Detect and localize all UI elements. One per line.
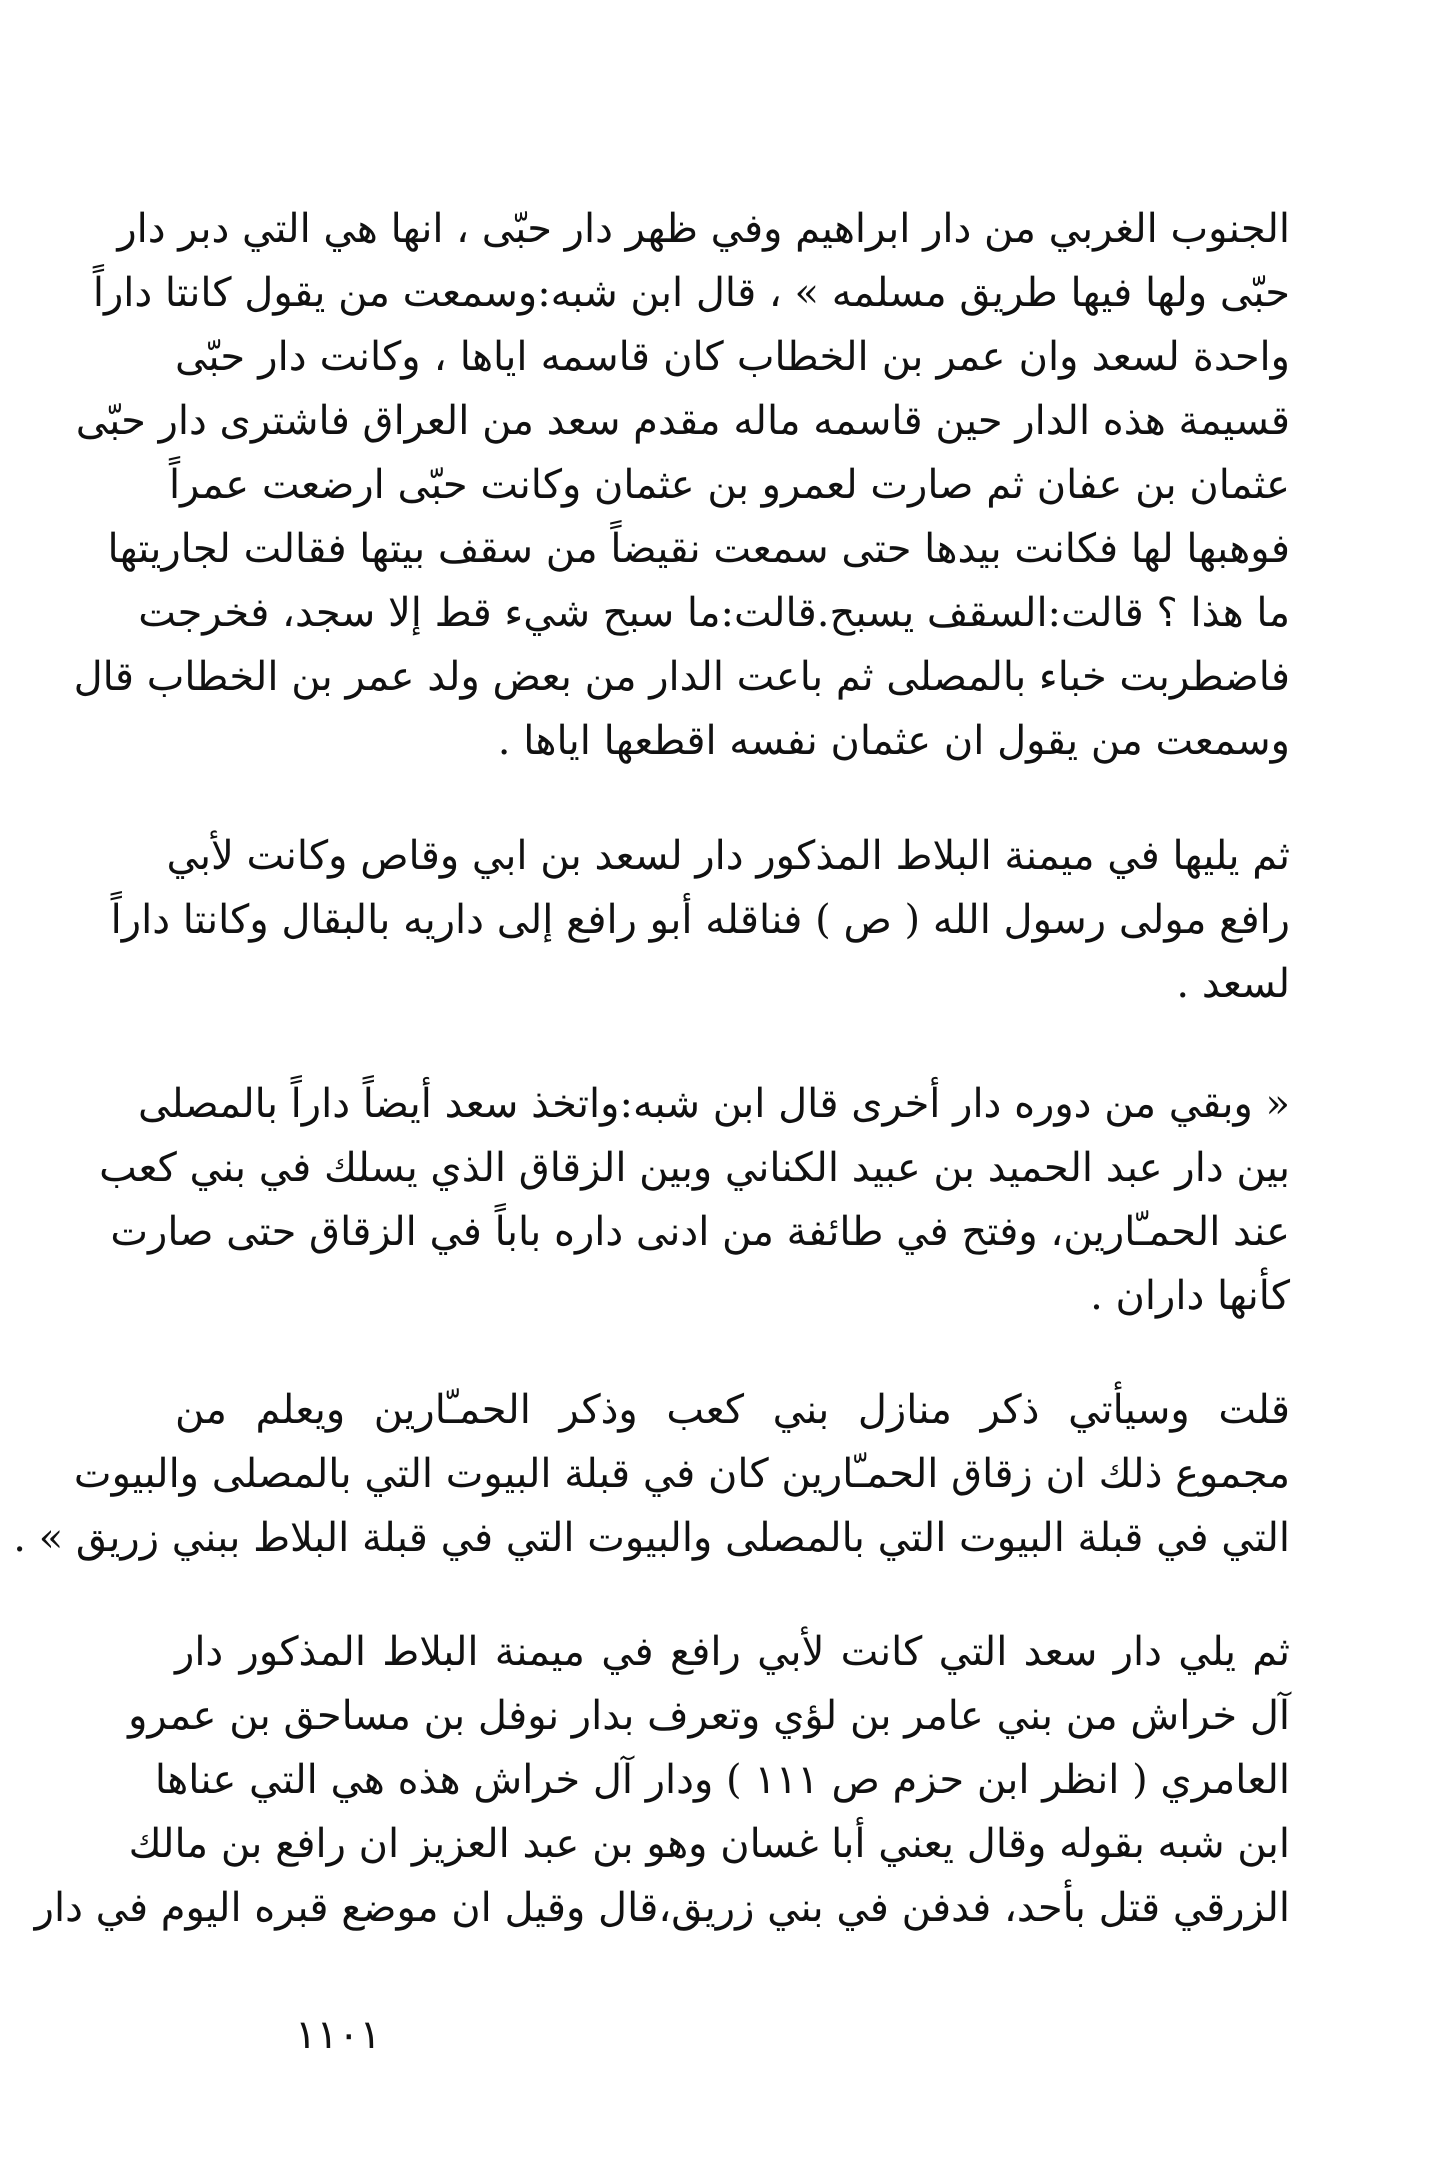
- text-line: عثمان بن عفان ثم صارت لعمرو بن عثمان وكانت حبّى ارضعت عمراً: [168, 462, 1290, 508]
- text-line: قلت وسيأتي ذكر منازل بني كعب وذكر الحمـّارين ويعلم من: [175, 1387, 1290, 1433]
- text-line: فوهبها لها فكانت بيدها حتى سمعت نقيضاً من سقف بيتها فقالت لجاريتها: [107, 526, 1290, 572]
- text-line: بين دار عبد الحميد بن عبيد الكناني وبين الزقاق الذي يسلك في بني كعب: [99, 1145, 1290, 1191]
- text-line: وسمعت من يقول ان عثمان نفسه اقطعها اياها .: [497, 718, 1290, 764]
- text-line: ما هذا ؟ قالت:السقف يسبح.قالت:ما سبح شيء قط إلا سجد، فخرجت: [138, 590, 1290, 636]
- paragraph-2: [110, 824, 1290, 1016]
- text-line: ثم يليها في ميمنة البلاط المذكور دار لسعد بن ابي وقاص وكانت لأبي: [166, 833, 1290, 879]
- text-line: فاضطربت خباء بالمصلى ثم باعت الدار من بعض ولد عمر بن الخطاب قال: [73, 654, 1290, 700]
- page-number: ١١٠١: [295, 2012, 381, 2058]
- text-line: آل خراش من بني عامر بن لؤي وتعرف بدار نوفل بن مساحق بن عمرو: [128, 1693, 1290, 1739]
- text-line: قسيمة هذه الدار حين قاسمه ماله مقدم سعد من العراق فاشترى دار حبّى: [75, 398, 1290, 444]
- text-line: الجنوب الغربي من دار ابراهيم وفي ظهر دار حبّى ، انها هي التي دبر دار: [117, 206, 1290, 252]
- text-line: رافع مولى رسول الله ( ص ) فناقله أبو رافع إلى داريه بالبقال وكانتا داراً: [110, 897, 1290, 943]
- text-line: واحدة لسعد وان عمر بن الخطاب كان قاسمه اياها ، وكانت دار حبّى: [175, 334, 1290, 380]
- text-line: كأنها داران .: [1090, 1273, 1290, 1319]
- paragraph-5: [34, 1620, 1290, 1940]
- paragraph-1: [73, 197, 1290, 773]
- text-line: لسعد .: [1176, 961, 1290, 1007]
- paragraph-3: [99, 1072, 1290, 1328]
- text-line: التي في قبلة البيوت التي بالمصلى والبيوت التي في قبلة البلاط ببني زريق » .: [13, 1515, 1290, 1561]
- paragraph-4: [13, 1378, 1290, 1570]
- text-line: ابن شبه بقوله وقال يعني أبا غسان وهو بن عبد العزيز ان رافع بن مالك: [128, 1821, 1290, 1867]
- text-line: ثم يلي دار سعد التي كانت لأبي رافع في ميمنة البلاط المذكور دار: [175, 1629, 1290, 1675]
- text-line: حبّى ولها فيها طريق مسلمه » ، قال ابن شبه:وسمعت من يقول كانتا داراً: [92, 270, 1290, 316]
- text-line: مجموع ذلك ان زقاق الحمـّارين كان في قبلة البيوت التي بالمصلى والبيوت: [73, 1451, 1290, 1497]
- text-line: العامري ( انظر ابن حزم ص ١١١ ) ودار آل خراش هذه هي التي عناها: [154, 1757, 1290, 1803]
- text-line: « وبقي من دوره دار أخرى قال ابن شبه:واتخذ سعد أيضاً داراً بالمصلى: [138, 1081, 1290, 1127]
- text-line: الزرقي قتل بأحد، فدفن في بني زريق،قال وقيل ان موضع قبره اليوم في دار: [34, 1885, 1290, 1931]
- text-line: عند الحمـّارين، وفتح في طائفة من ادنى داره باباً في الزقاق حتى صارت: [110, 1209, 1290, 1255]
